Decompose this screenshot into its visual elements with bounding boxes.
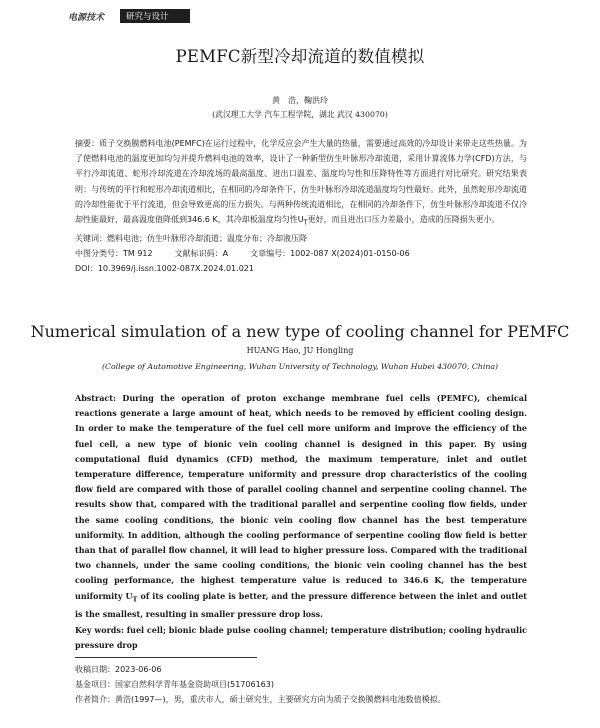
author-bio: 作者简介：黄浩(1997—)，男，重庆市人，硕士研究生，主要研究方向为质子交换膜燃料电池数值模拟。	[75, 695, 446, 704]
chinese-authors: 黄 浩，鞠洪玲	[272, 96, 328, 105]
english-keywords-label: Key words:	[75, 624, 124, 635]
chinese-abstract-subscript: T	[303, 218, 308, 227]
footnotes	[75, 662, 535, 707]
received-date: 收稿日期：2023-06-06	[75, 665, 162, 674]
footnote-divider	[75, 657, 257, 658]
chinese-abstract-label: 摘要：	[75, 139, 100, 148]
chinese-title: PEMFC新型冷却流道的数值模拟	[175, 47, 425, 66]
english-abstract-label: Abstract:	[75, 393, 116, 403]
chinese-abstract-block	[75, 136, 527, 276]
english-abstract-tail: of its cooling plate is better, and the pressure difference between the inlet and outlet is the smallest, resulting in smaller pressure drop loss.	[75, 590, 527, 620]
english-affiliation: (College of Automotive Engineering, Wuhan University of Technology, Wuhan Hubei 430070, China)	[101, 362, 499, 371]
english-authors: HUANG Hao, JU Hongling	[246, 346, 354, 355]
journal-brand: 电源技术	[68, 12, 105, 23]
clc-number: 中图分类号：TM 912	[75, 249, 153, 259]
english-keywords	[75, 623, 527, 653]
journal-header	[68, 9, 190, 23]
english-abstract	[75, 391, 527, 623]
funding-note: 基金项目：国家自然科学青年基金资助项目(51706163)	[75, 680, 274, 689]
document-code: 文献标识码：A	[174, 249, 229, 259]
english-abstract-block	[75, 391, 527, 653]
article-number: 文章编号：1002-087 X(2024)01-0150-06	[250, 249, 410, 259]
chinese-abstract-tail: 更好，而且进出口压力差最小，造成的压降损失更小。	[307, 215, 500, 225]
chinese-abstract	[75, 136, 527, 231]
chinese-abstract-text: 质子交换膜燃料电池(PEMFC)在运行过程中，化学反应会产生大量的热量，需要通过高效的冷却设计来带走这些热量。为了使燃料电池的温度更加均匀并提升燃料电池的效率，设计了一种新型仿生叶脉形冷却流道，采用计算流体力学(CFD)方法，与平行冷却流道、蛇形冷却流道在冷却流场的最高温度、进出口温差、温度均匀性和压降特性等方面进行对比研究。研究结果表明：与传统的平行和蛇形冷却流道相比，在相同的冷却条件下，仿生叶脉形冷却流道温度均匀性最好。此外，虽然蛇形冷却流道的冷却性能优于平行流道，但会导致更高的压力损失。与两种传统流道相比，在相同的冷却条件下，仿生叶脉形冷却流道不仅冷却性能最好，最高温度值降低到346.6 K，其冷却板温度均匀性U	[75, 139, 527, 225]
chinese-keywords-text: 燃料电池；仿生叶脉形冷却流道；温度分布；冷却液压降	[107, 233, 307, 243]
classification-line	[75, 246, 527, 261]
section-tag: 研究与设计	[120, 9, 190, 23]
english-title: Numerical simulation of a new type of cooling channel for PEMFC	[30, 322, 570, 341]
chinese-keywords-label: 关键词：	[75, 233, 107, 243]
english-abstract-text: During the operation of proton exchange membrane fuel cells (PEMFC), chemical reactions generate a large amount of heat, which needs to be removed by efficient cooling design. In order to make the temperature of the fuel cell more uniform and improve the efficiency of the fuel cell, a new type of bionic vein cooling channel is designed in this paper. By using computational fluid dynamics (CFD) method, the maximum temperature, inlet and outlet temperature difference, temperature uniformity and pressure drop characteristics of the cooling flow field are compared with those of parallel cooling channel and serpentine cooling channel. The results show that, compared with the traditional parallel and serpentine cooling flow fields, under the same cooling conditions, the bionic vein cooling flow channel has the best temperature uniformity. In addition, although the cooling performance of serpentine cooling flow field is better than that of parallel flow channel, it will lead to higher pressure loss. Compared with the traditional two channels, under the same cooling conditions, the bionic vein cooling channel has the best cooling performance, the highest temperature value is reduced to 346.6 K, the temperature uniformity U	[75, 393, 527, 601]
english-keywords-text: fuel cell; bionic blade pulse cooling channel; temperature distribution; cooling hydraulic pressure drop	[75, 624, 527, 650]
doi: DOI：10.3969/j.issn.1002-087X.2024.01.021	[75, 264, 254, 274]
chinese-affiliation: (武汉理工大学 汽车工程学院，湖北 武汉 430070)	[212, 110, 388, 119]
english-abstract-subscript: T	[132, 595, 138, 604]
chinese-keywords	[75, 231, 527, 246]
